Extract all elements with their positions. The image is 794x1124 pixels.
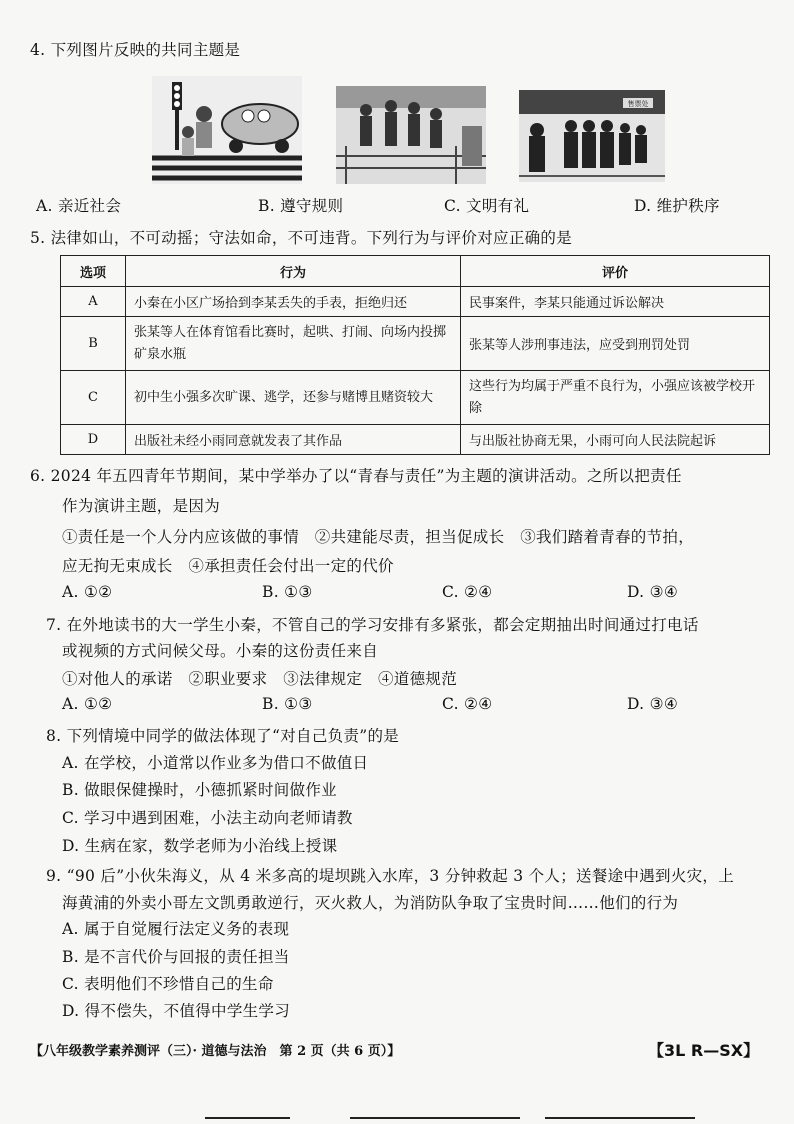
- row-behavior: 小秦在小区广场拾到李某丢失的手表，拒绝归还: [126, 287, 461, 317]
- ticket-sign-text: 售票处: [627, 100, 649, 108]
- q4-image-queue: [519, 90, 665, 182]
- table-row: [61, 425, 770, 455]
- table-header-row: [61, 256, 770, 287]
- q6-stem-line2: 作为演讲主题，是因为: [62, 497, 221, 515]
- q7-option-a[interactable]: A. ①②: [62, 695, 113, 713]
- q4-option-c[interactable]: C. 文明有礼: [444, 197, 530, 215]
- q8-option-d[interactable]: D. 生病在家，数学老师为小治线上授课: [62, 837, 338, 855]
- q7-option-d[interactable]: D. ③④: [627, 695, 679, 713]
- row-option: B: [61, 317, 126, 371]
- q4-option-a[interactable]: A. 亲近社会: [36, 197, 122, 215]
- bottom-divider: [205, 1117, 290, 1119]
- q9-option-d[interactable]: D. 得不偿失，不值得中学生学习: [62, 1002, 291, 1020]
- row-option: D: [61, 425, 126, 455]
- page-footer: 【八年级教学素养测评（三）· 道德与法治 第 2 页（共 6 页）】: [30, 1044, 401, 1059]
- row-option: A: [61, 287, 126, 317]
- row-behavior: 出版社未经小雨同意就发表了其作品: [126, 425, 461, 455]
- row-option: C: [61, 371, 126, 425]
- q7-option-c[interactable]: C. ②④: [442, 695, 493, 713]
- q6-option-c[interactable]: C. ②④: [442, 583, 493, 601]
- q8-option-b[interactable]: B. 做眼保健操时，小德抓紧时间做作业: [62, 781, 337, 799]
- q4-image-traffic: [152, 76, 302, 184]
- q4-option-d[interactable]: D. 维护秩序: [634, 197, 720, 215]
- table-row: [61, 287, 770, 317]
- q4-image-crowd: [336, 86, 486, 184]
- q9-option-a[interactable]: A. 属于自觉履行法定义务的表现: [62, 920, 290, 938]
- q9-stem-line1: 9. “90 后”小伙朱海义，从 4 米多高的堤坝跳入水库，3 分钟救起 3 个人；送餐途中遇到火灾，上: [46, 867, 735, 885]
- q6-items-line2: 应无拘无束成长 ④承担责任会付出一定的代价: [62, 557, 394, 575]
- q4-option-b[interactable]: B. 遵守规则: [258, 197, 344, 215]
- row-behavior: 张某等人在体育馆看比赛时，起哄、打闹、向场内投掷矿泉水瓶: [126, 317, 461, 371]
- row-evaluation: 这些行为均属于严重不良行为，小强应该被学校开除: [461, 371, 770, 425]
- row-evaluation: 民事案件，李某只能通过诉讼解决: [461, 287, 770, 317]
- bottom-divider: [545, 1117, 695, 1119]
- q7-stem-line1: 7. 在外地读书的大一学生小秦，不管自己的学习安排有多紧张，都会定期抽出时间通过打电话: [46, 616, 699, 634]
- q5-stem: 5. 法律如山，不可动摇；守法如命，不可违背。下列行为与评价对应正确的是: [30, 229, 573, 247]
- q9-stem-line2: 海黄浦的外卖小哥左文凯勇敢逆行，灭火救人，为消防队争取了宝贵时间……他们的行为: [62, 894, 679, 912]
- bottom-divider: [350, 1117, 520, 1119]
- exam-code: 【3L R—SX】: [648, 1041, 760, 1060]
- q6-option-b[interactable]: B. ①③: [262, 583, 313, 601]
- q9-option-b[interactable]: B. 是不言代价与回报的责任担当: [62, 948, 290, 966]
- row-evaluation: 与出版社协商无果，小雨可向人民法院起诉: [461, 425, 770, 455]
- col-header-behavior: 行为: [126, 256, 461, 287]
- q5-table: [60, 255, 770, 455]
- q6-option-a[interactable]: A. ①②: [62, 583, 113, 601]
- q8-option-a[interactable]: A. 在学校，小道常以作业多为借口不做值日: [62, 754, 369, 772]
- q6-option-d[interactable]: D. ③④: [627, 583, 679, 601]
- q7-stem-line2: 或视频的方式问候父母。小秦的这份责任来自: [62, 642, 379, 660]
- col-header-option: 选项: [61, 256, 126, 287]
- row-behavior: 初中生小强多次旷课、逃学，还参与赌博且赌资较大: [126, 371, 461, 425]
- q7-items: ①对他人的承诺 ②职业要求 ③法律规定 ④道德规范: [62, 670, 458, 688]
- q8-option-c[interactable]: C. 学习中遇到困难，小法主动向老师请教: [62, 809, 353, 827]
- q6-stem-line1: 6. 2024 年五四青年节期间，某中学举办了以“青春与责任”为主题的演讲活动。之所以把责任: [30, 467, 682, 485]
- q4-stem: 4. 下列图片反映的共同主题是: [30, 41, 241, 59]
- col-header-evaluation: 评价: [461, 256, 770, 287]
- table-row: [61, 317, 770, 371]
- q9-option-c[interactable]: C. 表明他们不珍惜自己的生命: [62, 975, 274, 993]
- q6-items-line1: ①责任是一个人分内应该做的事情 ②共建能尽责，担当促成长 ③我们踏着青春的节拍，: [62, 528, 695, 546]
- q7-option-b[interactable]: B. ①③: [262, 695, 313, 713]
- table-row: [61, 371, 770, 425]
- row-evaluation: 张某等人涉刑事违法，应受到刑罚处罚: [461, 317, 770, 371]
- q8-stem: 8. 下列情境中同学的做法体现了“对自己负责”的是: [46, 727, 400, 745]
